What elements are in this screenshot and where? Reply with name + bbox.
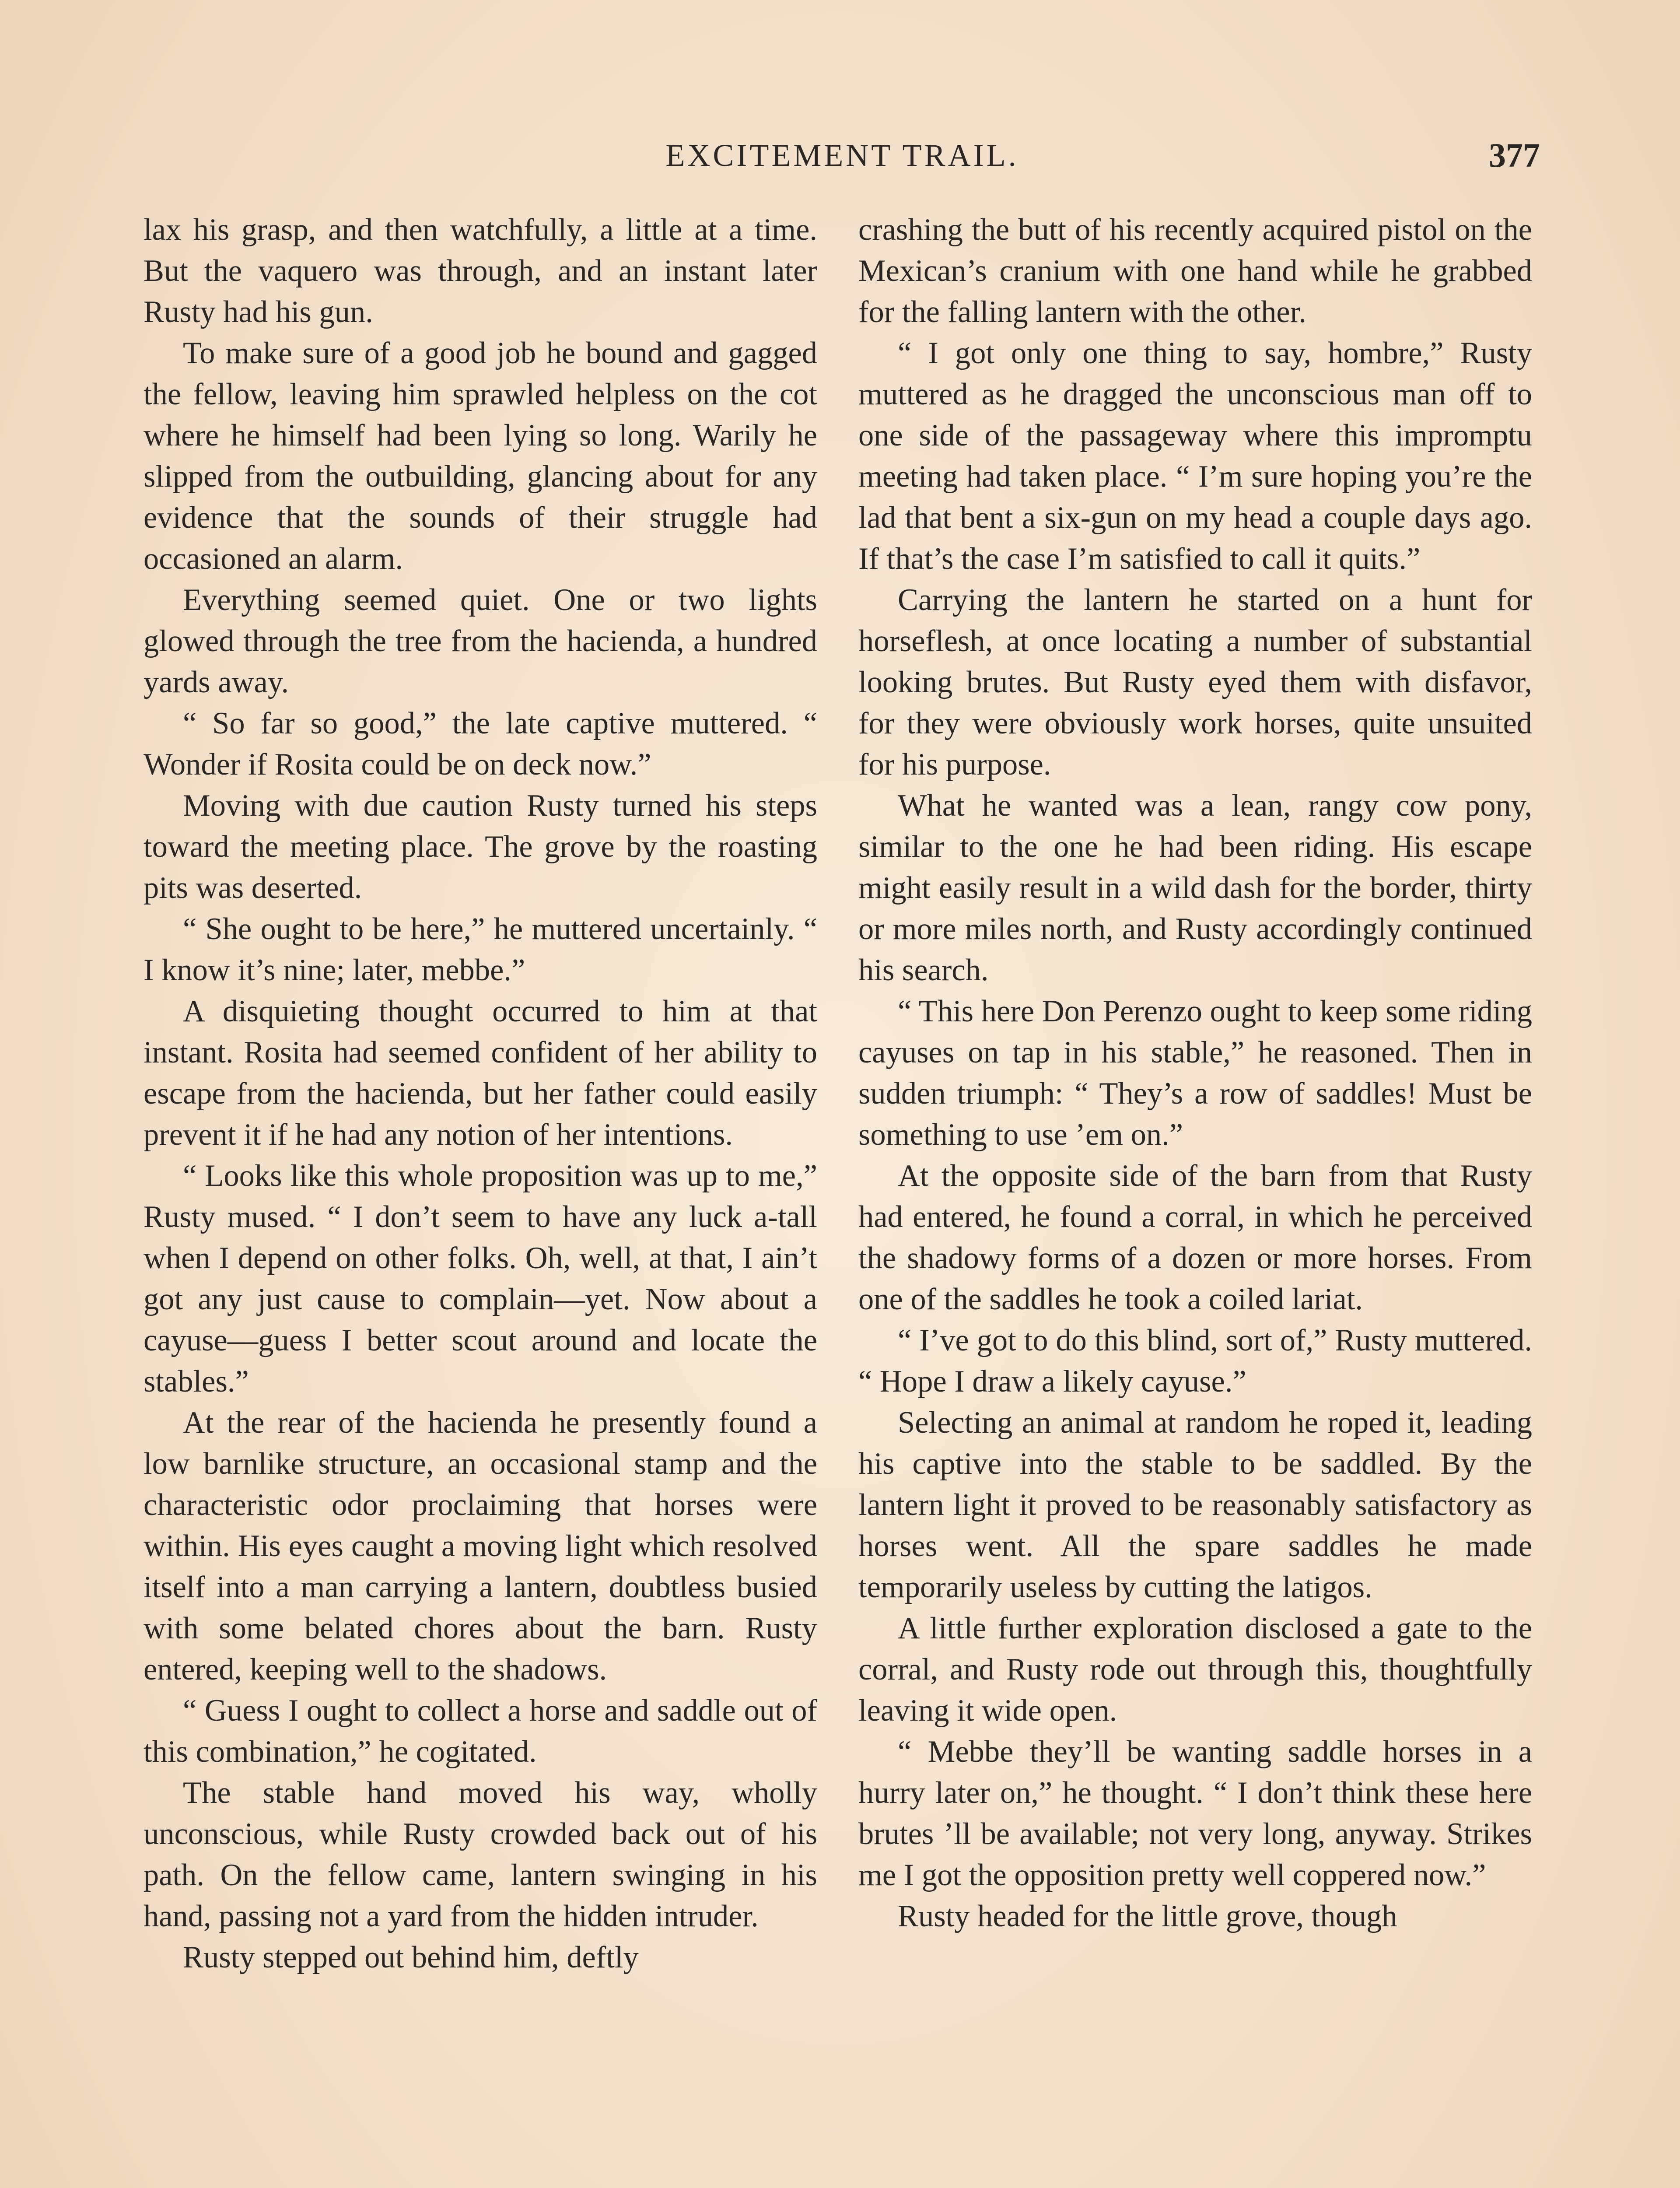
page-header [144, 131, 1540, 179]
paragraph: What he wanted was a lean, rangy cow pony, similar to the one he had been riding. His escape might easily result in a wild dash for the border, thirty or more miles north, and Rusty accordingly continued his search. [858, 789, 1532, 987]
paragraph: Carrying the lantern he started on a hunt for horseflesh, at once locating a number of substantial looking brutes. But Rusty eyed them with disfavor, for they were obviously work horses, quite unsuited for his purpose. [858, 583, 1532, 782]
paragraph: To make sure of a good job he bound and gagged the fellow, leaving him sprawled helpless on the cot where he himself had been lying so long. Warily he slipped from the outbuilding, glancing about for any evidence that the sounds of their struggle had occasioned an alarm. [144, 336, 817, 576]
paragraph: Rusty stepped out behind him, deftly [183, 1940, 639, 1974]
paragraph: crashing the butt of his recently acquired pistol on the Mexican’s cranium with one hand while he grabbed for the falling lantern with the other. [858, 213, 1532, 329]
paragraph: “ Looks like this whole proposition was up to me,” Rusty mused. “ I don’t seem to have any luck a-tall when I depend on other folks. Oh, well, at that, I ain’t got any just cause to complain—yet. Now about a cayuse—guess I better scout around and locate the stables.” [144, 1159, 817, 1399]
paragraph: At the rear of the hacienda he presently found a low barnlike structure, an occasional stamp and the characteristic odor proclaiming that horses were within. His eyes caught a moving light which resolved itself into a man carrying a lantern, doubtless busied with some belated chores about the barn. Rusty entered, keeping well to the shadows. [144, 1406, 817, 1687]
paragraph: A little further exploration disclosed a gate to the corral, and Rusty rode out through this, thoughtfully leaving it wide open. [858, 1611, 1532, 1728]
paragraph: Rusty headed for the little grove, though [898, 1899, 1397, 1933]
paragraph: “ This here Don Perenzo ought to keep some riding cayuses on tap in his stable,” he reasoned. Then in sudden triumph: “ They’s a row of saddles! Must be something to use ’em on.” [858, 994, 1532, 1152]
paragraph: Everything seemed quiet. One or two lights glowed through the tree from the hacienda, a hundred yards away. [144, 583, 817, 699]
paragraph: “ Guess I ought to collect a horse and saddle out of this combination,” he cogitated. [144, 1694, 817, 1769]
paragraph: A disquieting thought occurred to him at that instant. Rosita had seemed confident of her ability to escape from the hacienda, but her father could easily prevent it if he had any notion of her intentions. [144, 994, 817, 1152]
paragraph: At the opposite side of the barn from that Rusty had entered, he found a corral, in which he perceived the shadowy forms of a dozen or more horses. From one of the saddles he took a coiled lariat. [858, 1159, 1532, 1316]
right-column [858, 209, 1532, 1937]
running-title: EXCITEMENT TRAIL. [665, 138, 1019, 173]
paragraph: “ So far so good,” the late captive muttered. “ Wonder if Rosita could be on deck now.” [144, 706, 817, 782]
paragraph: “ She ought to be here,” he muttered uncertainly. “ I know it’s nine; later, mebbe.” [144, 912, 817, 987]
paragraph: lax his grasp, and then watchfully, a little at a time. But the vaquero was through, and an instant later Rusty had his gun. [144, 213, 817, 329]
paragraph: “ Mebbe they’ll be wanting saddle horses in a hurry later on,” he thought. “ I don’t think these here brutes ’ll be available; not very long, anyway. Strikes me I got the opposition pretty well coppered now.” [858, 1735, 1532, 1892]
paragraph: Moving with due caution Rusty turned his steps toward the meeting place. The grove by the roasting pits was deserted. [144, 789, 817, 905]
page-number: 377 [1489, 136, 1540, 174]
paragraph: “ I’ve got to do this blind, sort of,” Rusty muttered. “ Hope I draw a likely cayuse.” [858, 1323, 1532, 1399]
paragraph: The stable hand moved his way, wholly unconscious, while Rusty crowded back out of his path. On the fellow came, lantern swinging in his hand, passing not a yard from the hidden intruder. [144, 1776, 817, 1933]
paragraph: “ I got only one thing to say, hombre,” Rusty muttered as he dragged the unconscious man off to one side of the passageway where this impromptu meeting had taken place. “ I’m sure hoping you’re the lad that bent a six-gun on my head a couple days ago. If that’s the case I’m satisfied to call it quits.” [858, 336, 1532, 576]
paragraph: Selecting an animal at random he roped it, leading his captive into the stable to be saddled. By the lantern light it proved to be reasonably satisfactory as horses went. All the spare saddles he made temporarily useless by cutting the latigos. [858, 1406, 1532, 1604]
left-column [144, 209, 817, 1978]
